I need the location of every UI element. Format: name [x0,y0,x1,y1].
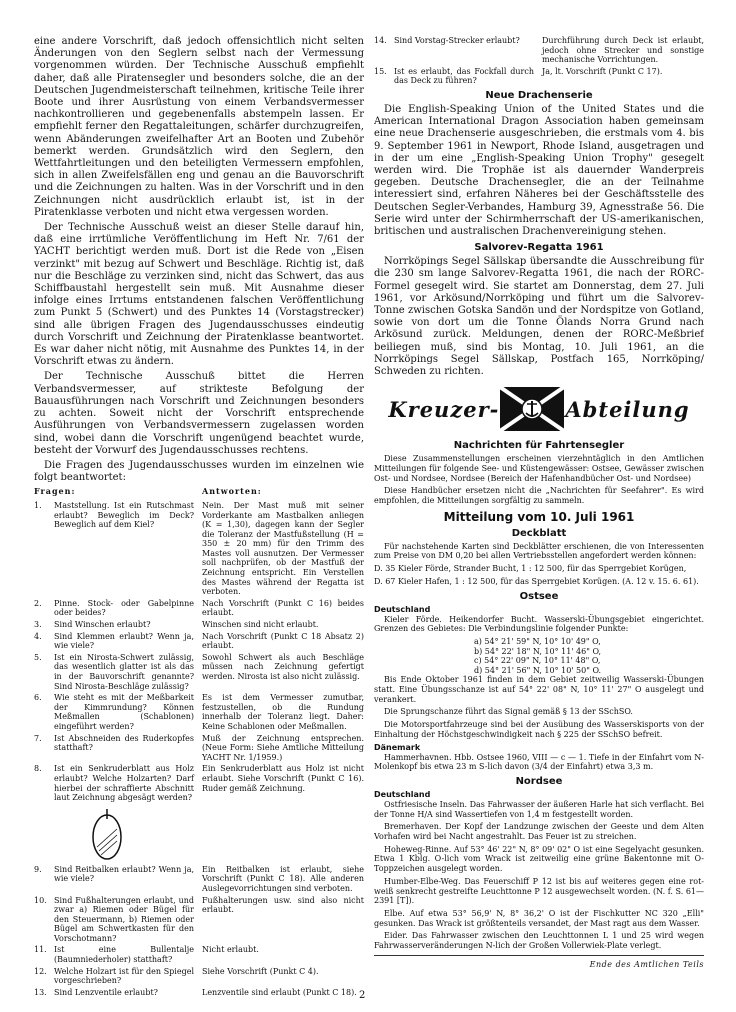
region-label: Deutschland [374,789,431,799]
question-number: 11. [34,945,47,955]
answer-text: Ein Senkruderblatt aus Holz ist nicht erlaubt. Siehe Vorschrift (Punkt C 16). Ruder gemäß Zeichnung. [202,764,364,793]
anchor-flag-icon [499,386,565,432]
chart-entry: D. 35 Kieler Förde, Strander Bucht, 1 : 12 500, für das Sperrgebiet Korügen, [374,564,687,574]
paragraph: Elbe. Auf etwa 53° 56,9' N, 8° 36,2' O ist der Fischkutter NC 320 „Elli" gesunken. Das Wrack ist größtenteils versandet, der Mast ragt aus dem Wasser. [374,909,704,928]
question-text: Sind Klemmen erlaubt? Wenn ja, wie viele? [54,631,194,651]
question-text: Sind Winschen erlaubt? [54,620,151,630]
question-number: 1. [34,500,42,510]
question-number: 9. [34,864,42,874]
question-text: Ist ein Nirosta-Schwert zulässig, das wesentlich glatter ist als das in der Bauvorschrift genannte? Sind Nirosta-Beschläge zulässig? [54,652,194,691]
question-number: 3. [34,620,42,630]
qa-header [34,487,364,497]
answer-text: Ein Reitbalken ist erlaubt, siehe Vorschrift (Punkt C 18). Alle anderen Auslegevorrichtungen sind verboten. [202,864,364,893]
paragraph: Hammerhavnen. Hbb. Ostsee 1960, VIII — c — 1. Tiefe in der Einfahrt vom N-Molenkopf bis etwa 23 m S-lich davon (3/4 der Einfahrt) etwa 3,3 m. [374,752,704,772]
question-number: 14. [374,36,387,45]
qa-row [374,36,704,65]
answer-text: Lenzventile sind erlaubt (Punkt C 18). [202,987,357,997]
paragraph: Kieler Förde. Heikendorfer Bucht. Wasserski-Übungsgebiet eingerichtet. Grenzen des Gebietes: Die Verbindungslinie folgender Punkte: [374,614,704,634]
qa-row [34,988,364,998]
qa-row [34,967,364,986]
paragraph: Bis Ende Oktober 1961 finden in dem Gebiet zeitweilig Wasserski-Übungen statt. Eine Übungsschanze ist auf 54° 22' 08" N, 10° 11' 27" O ausgelegt und verankert. [374,675,704,704]
answer-text: Nach Vorschrift (Punkt C 18 Absatz 2) erlaubt. [202,631,364,651]
coordinate-item: d) 54° 21' 56" N, 10° 10' 50" O. [474,665,602,675]
qa-row [34,653,364,691]
answer-text: Ja, lt. Vorschrift (Punkt C 17). [542,66,663,76]
left-column [34,36,364,999]
qa-row [374,67,704,86]
answer-text: Nein. Der Mast muß mit seiner Vorderkante am Mastbalken anliegen (K = 1,30), dagegen kann der Segler die Toleranz der Mastfußstellung (H = 350 ± 20 mm) für den Trimm des Mastes voll ausnutzen. Der Vermesser soll nachprüfen, ob der Mastfuß der Zeichnung entspricht. Ein Verstellen des Mastes während der Regatta ist verboten. [202,500,364,597]
banner-left-text: Kreuzer- [388,396,500,422]
answer-text: Es ist dem Vermesser zumutbar, festzustellen, ob die Rundung innerhalb der Toleranz liegt. Daher: Keine Schablonen oder Meßmallen. [202,693,364,731]
question-number: 8. [34,764,42,774]
paragraph: Ostfriesische Inseln. Das Fahrwasser der äußeren Harle hat sich verflacht. Bei der Tonne H/A sind Wassertiefen von 1,4 m festgestellt worden. [374,799,704,819]
coordinate-item: c) 54° 22' 09" N, 10° 11' 48" O, [474,656,601,666]
question-text: Ist Abschneiden des Ruderkopfes statthaft? [54,733,194,753]
answer-text: Nach Vorschrift (Punkt C 16) beides erlaubt. [202,598,364,618]
paragraph: Diese Handbücher ersetzen nicht die „Nachrichten für Seefahrer". Es wird empfohlen, die Mitteilungen sorgfältig zu sammeln. [374,486,704,506]
coordinate-list [374,637,704,675]
qa-row [34,632,364,651]
qa-list [34,501,364,998]
section-heading: Mitteilung vom 10. Juli 1961 [443,509,635,524]
qa-row [34,599,364,618]
question-text: Sind Fußhalterungen erlaubt, und zwar a) Riemen oder Bügel für den Steuermann, b) Riemen oder Bügel am Schwertkasten für den Vorschotmann? [54,895,194,943]
region-label: Dänemark [374,742,421,752]
paragraph: Humber-Elbe-Weg. Das Feuerschiff P 12 ist bis auf weiteres gegen eine rot-weiß senkrecht gestreifte Leuchttonne P 12 ausgewechselt worden. (N. f. S. 61—2391 [T]). [374,876,704,906]
section-end-note: Ende des Amtlichen Teils [589,959,704,969]
right-column [374,36,704,969]
question-number: 5. [34,652,42,662]
question-text: Welche Holzart ist für den Spiegel vorgeschrieben? [54,966,194,986]
answer-text: Winschen sind nicht erlaubt. [202,620,319,630]
banner-right-text: Abteilung [565,396,690,422]
region-label: Deutschland [374,604,431,614]
question-text: Ist eine Bullentalje (Baumniederholer) statthaft? [54,945,194,965]
kreuzer-abteilung-banner [374,382,704,436]
subsection-heading: Ostsee [519,590,559,602]
question-number: 7. [34,733,42,743]
subsection-heading: Deckblatt [511,527,567,539]
question-text: Sind Reitbalken erlaubt? Wenn ja, wie viele? [54,864,194,884]
subsection-heading: Nordsee [515,775,563,787]
answer-text: Muß der Zeichnung entsprechen. (Neue Form: Siehe Amtliche Mitteilung YACHT Nr. 1/1959.) [202,733,364,762]
question-text: Maststellung. Ist ein Rutschmast erlaubt? Beweglich im Deck? Beweglich auf dem Kiel? [54,500,194,530]
divider [374,955,704,956]
section-heading: Salvorev-Regatta 1961 [474,242,604,254]
question-text: Ist ein Senkruderblatt aus Holz erlaubt? Welche Holzarten? Darf hierbei der schraffierte Abschnitt laut Zeichnung abgesägt werden? [54,764,194,803]
paragraph: Die Fragen des Jugendausschusses wurden im einzelnen wie folgt beantwortet: [34,459,364,484]
question-number: 15. [374,66,387,76]
question-number: 6. [34,693,42,703]
question-text: Sind Vorstag-Strecker erlaubt? [394,36,520,45]
chart-entry: D. 67 Kieler Hafen, 1 : 12 500, für das Sperrgebiet Korügen. (A. 12 v. 15. 6. 61). [374,576,699,586]
qa-row [34,764,364,802]
rudder-blade-sketch [34,805,364,865]
question-number: 2. [34,598,42,608]
paragraph: Für nachstehende Karten sind Deckblätter erschienen, die von Interessenten zum Preise von DM 0,20 bei allen Vertriebsstellen angefordert werden können: [374,541,704,561]
answer-text: Fußhalterungen usw. sind also nicht erlaubt. [202,895,364,915]
paragraph: eine andere Vorschrift, daß jedoch offensichtlich nicht selten Änderungen von den Seglern selbst nach der Vermessung vorgenommen würden. Der Technische Ausschuß empfiehlt daher, daß alle Piratensegler und besonders solche, die an der Deutschen Jugendmeisterschaft teilnehmen, kritische Teile ihrer Boote und ihrer Ausrüstung von einem Verbandsvermesser nachkontrollieren und gegebenenfalls abstempeln lassen. Er empfiehlt ferner den Regattaleitungen, schärfer durchzugreifen, wenn Abänderungen zweifelhafter Art an Booten und Zubehör bemerkt werden. Grundsätzlich wird den Seglern, den Wettfahrtleitungen und den beteiligten Vermessern empfohlen, sich in allen Zweifelsfällen eng und genau an die Bauvorschrift und die Zeichnungen zu halten. Was in der Vorschrift und in den Zeichnungen nicht ausdrücklich erlaubt ist, ist in der Piratenklasse verboten und nicht etwa vergessen worden. [34,36,364,218]
paragraph: Die English-Speaking Union of the United States und die American International Dragon Association haben gemeinsam eine neue Drachenserie ausgeschrieben, die erstmals vom 4. bis 9. September 1961 in Newport, Rhode Island, ausgetragen und in der um eine „English-Speaking Union Trophy" gesegelt werden wird. Die Trophäe ist als dauernder Wanderpreis gegeben. Deutsche Drachensegler, die an der Teilnahme interessiert sind, erfahren Näheres bei der Geschäftsstelle des Deutschen Segler-Verbandes, Hamburg 39, Agnesstraße 56. Die Serie wird unter der Schirmherrschaft der US-amerikanischen, britischen und australischen Drachenvereinigung stehen. [374,103,704,237]
qa-list [374,36,704,86]
question-number: 10. [34,895,47,905]
question-text: Ist es erlaubt, das Fockfall durch das Deck zu führen? [394,66,534,86]
question-text: Sind Lenzventile erlaubt? [54,987,158,997]
question-number: 12. [34,966,47,976]
answers-heading: Antworten: [202,486,262,497]
qa-row [34,620,364,630]
question-number: 4. [34,631,42,641]
questions-heading: Fragen: [34,486,76,497]
coordinate-item: a) 54° 21' 59" N, 10° 10' 49" O, [474,636,601,646]
question-text: Pinne. Stock- oder Gabelpinne oder beides? [54,598,194,618]
answer-text: Durchführung durch Deck ist erlaubt, jedoch ohne Strecker und sonstige mechanische Vorrichtungen. [542,36,704,65]
answer-text: Nicht erlaubt. [202,945,259,955]
qa-row [34,896,364,944]
answer-text: Siehe Vorschrift (Punkt C 4). [202,966,319,976]
qa-row [34,945,364,964]
paragraph: Der Technische Ausschuß bittet die Herren Verbandsvermesser, auf strikteste Befolgung der Bauausführungen nach Vorschrift und Zeichnungen besonders zu achten. Soweit nicht der Vorschrift entsprechende Ausführungen von Verbandsvermessern zugelassen worden sind, wobei dann die Vorschrift ungenügend beachtet wurde, besteht der Vorwurf des Jugendausschusses rechtens. [34,371,364,456]
section-heading: Nachrichten für Fahrtensegler [453,440,625,452]
question-text: Wie steht es mit der Meßbarkeit der Kimmrundung? Können Meßmallen (Schablonen) eingeführt werden? [54,693,194,731]
qa-row [34,693,364,731]
paragraph: Diese Zusammenstellungen erscheinen vierzehntäglich in den Amtlichen Mitteilungen für folgende See- und Küstengewässer: Ostsee, Gewässer zwischen Ost- und Nordsee, Nordsee (Bereich der Hafenhandbücher Ost- und Nordsee) [374,454,704,483]
paragraph: Bremerhaven. Der Kopf der Landzunge zwischen der Geeste und dem Alten Vorhafen wird bei Nacht angestrahlt. Das Feuer ist zu streichen. [374,822,704,842]
answer-text: Sowohl Schwert als auch Beschläge müssen nach Zeichnung gefertigt werden. Nirosta ist also nicht zulässig. [202,652,364,681]
question-number: 13. [34,987,47,997]
paragraph: Die Motorsportfahrzeuge sind bei der Ausübung des Wasserskisports von der Einhaltung der Höchstgeschwindigkeit nach § 225 der SSchSO befreit. [374,720,704,739]
qa-row [34,501,364,597]
section-heading: Neue Drachenserie [485,89,593,101]
page-number: 2 [359,990,366,1001]
paragraph: Die Sprungschanze führt das Signal gemäß § 13 der SSchSO. [384,707,633,717]
qa-row [34,865,364,894]
paragraph: Norrköpings Segel Sällskap übersandte die Ausschreibung für die 230 sm lange Salvorev-Regatta 1961, die nach der RORC-Formel gesegelt wird. Sie startet am Donnerstag, dem 27. Juli 1961, vor Arkösund/Norrköping und führt um die Salvorev-Tonne zwischen Gotska Sandön und der Nordspitze von Gotland, sowie von dort um die Tonne Ölands Norra Grund nach Arkösund zurück. Meldungen, denen der RORC-Meßbrief beiliegen muß, sind bis Montag, 10. Juli 1961, an die Norrköpings Segel Sällskap, Postfach 165, Norrköping/ Schweden zu richten. [374,256,704,378]
paragraph: Der Technische Ausschuß weist an dieser Stelle darauf hin, daß eine irrtümliche Veröffentlichung im Heft Nr. 7/61 der YACHT berichtigt werden muß. Dort ist die Rede von „Eisen verzinkt" mit bezug auf Schwert und Beschläge. Richtig ist, daß nur die Beschläge zu verzinken sind, nicht das Schwert, das aus Schiffbaustahl hergestellt sein muß. Mit Ausnahme dieser infolge eines Irrtums entstandenen falschen Veröffentlichung zum Punkt 5 (Schwert) und des Punktes 14 (Vorstagstrecker) sind alle übrigen Fragen des Jugendausschusses eindeutig durch Vorschrift und Zeichnung der Piratenklasse beantwortet. Es war daher nicht nötig, mit Ausnahme des Punktes 14, in der Vorschrift etwas zu ändern. [34,222,364,368]
paragraph: Eider. Das Fahrwasser zwischen den Leuchttonnen L 1 und 25 wird wegen Fahrwasserveränderungen N-lich der Großen Vollerwiek-Plate verlegt. [374,931,704,951]
qa-row [34,734,364,763]
coordinate-item: b) 54° 22' 18" N, 10° 11' 46" O, [474,646,602,656]
paragraph: Hoheweg-Rinne. Auf 53° 46' 22" N, 8° 09' 02" O ist eine Segelyacht gesunken. Etwa 1 Kblg. O-lich vom Wrack ist zeitweilig eine grüne Bakentonne mit O-Toppzeichen ausgelegt worden. [374,844,704,874]
